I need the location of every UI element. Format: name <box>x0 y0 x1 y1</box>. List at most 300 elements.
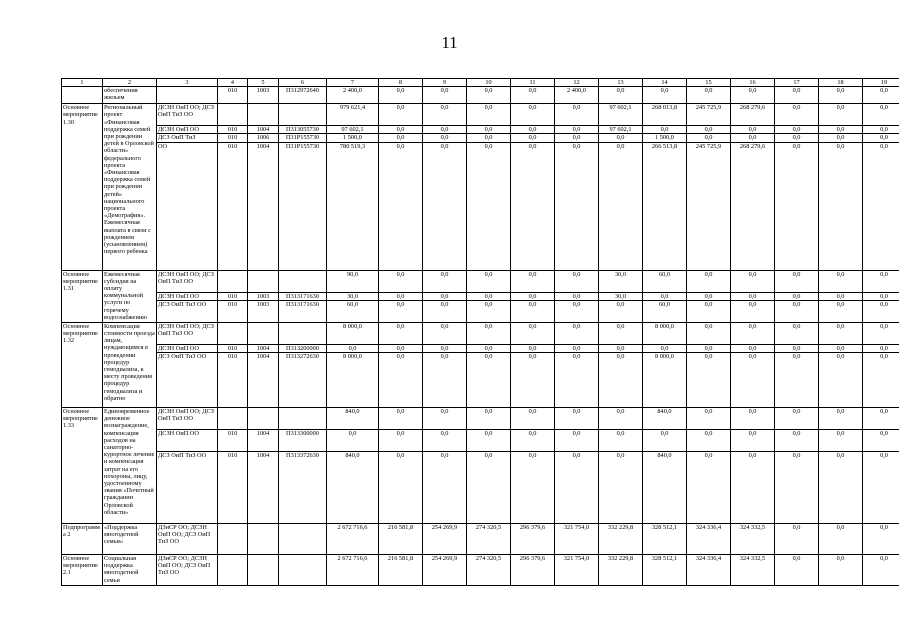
table-cell <box>218 270 248 292</box>
table-cell: 1003 <box>248 87 279 104</box>
column-header: 4 <box>218 79 248 87</box>
table-cell: 1 500,0 <box>643 134 687 142</box>
column-header: 9 <box>423 79 467 87</box>
table-cell: 0,0 <box>599 142 643 270</box>
table-cell: 0,0 <box>731 87 775 104</box>
table-cell: 245 725,9 <box>687 104 731 126</box>
table-cell <box>248 322 279 344</box>
table-cell: Основное мероприятие 2.1 <box>62 555 103 586</box>
budget-table <box>61 78 899 586</box>
table-cell: 216 581,8 <box>379 524 423 555</box>
table-cell: ДСЗ ОиП ТиЗ ОО <box>157 353 218 408</box>
table-cell: 0,0 <box>511 430 555 452</box>
table-cell <box>279 555 327 586</box>
table-cell: 0,0 <box>687 322 731 344</box>
table-cell: 0,0 <box>423 142 467 270</box>
table-cell: 0,0 <box>555 430 599 452</box>
table-cell: 332 229,8 <box>599 524 643 555</box>
table-cell: 0,0 <box>511 270 555 292</box>
table-cell: 0,0 <box>599 430 643 452</box>
table-cell: 010 <box>218 430 248 452</box>
table-cell: 266 513,8 <box>643 142 687 270</box>
table-cell: 268 279,6 <box>731 104 775 126</box>
table-cell: Основное мероприятие 1.30 <box>62 104 103 270</box>
table-cell: 0,0 <box>467 300 511 322</box>
table-cell: 0,0 <box>863 142 899 270</box>
table-cell: 0,0 <box>775 126 819 134</box>
table-cell <box>218 322 248 344</box>
column-header: 16 <box>731 79 775 87</box>
table-cell: 1004 <box>248 353 279 408</box>
table-cell <box>218 408 248 430</box>
table-cell: 0,0 <box>731 292 775 300</box>
table-cell: 0,0 <box>819 555 863 586</box>
table-cell: 0,0 <box>599 344 643 352</box>
table-cell: 0,0 <box>511 300 555 322</box>
table-cell: 0,0 <box>555 452 599 524</box>
table-row <box>62 430 899 452</box>
table-cell: Единовременное денежное вознаграждение, компенсация расходов на санаторно-курортное лечение и компенсация затрат на его похороны, лицу, удостоенному звания «Почетный гражданин Орловской области» <box>103 408 157 524</box>
table-cell: 0,0 <box>687 87 731 104</box>
table-cell: П31Р155730 <box>279 134 327 142</box>
table-cell: 8 000,0 <box>643 322 687 344</box>
table-cell: 0,0 <box>731 322 775 344</box>
table-cell: 0,0 <box>819 452 863 524</box>
table-cell: 0,0 <box>379 126 423 134</box>
table-cell: 0,0 <box>379 142 423 270</box>
table-cell: 254 269,9 <box>423 524 467 555</box>
table-cell: 0,0 <box>327 344 379 352</box>
table-cell: ДСЗН ОиП ОО <box>157 430 218 452</box>
table-cell: 0,0 <box>775 292 819 300</box>
table-cell: 0,0 <box>643 430 687 452</box>
table-cell: 0,0 <box>687 344 731 352</box>
table-cell: 0,0 <box>467 292 511 300</box>
table-row <box>62 134 899 142</box>
table-row <box>62 270 899 292</box>
table-cell <box>279 524 327 555</box>
table-cell: 0,0 <box>327 430 379 452</box>
table-cell: 328 512,1 <box>643 524 687 555</box>
table-cell <box>248 524 279 555</box>
table-cell: 274 320,5 <box>467 555 511 586</box>
table-cell: 2 400,0 <box>327 87 379 104</box>
table-cell: 0,0 <box>511 104 555 126</box>
column-header: 13 <box>599 79 643 87</box>
table-cell: 0,0 <box>511 408 555 430</box>
table-cell: 0,0 <box>511 134 555 142</box>
table-cell: 97 602,1 <box>599 104 643 126</box>
table-cell: 010 <box>218 353 248 408</box>
table-cell: 0,0 <box>775 524 819 555</box>
table-cell: 0,0 <box>379 430 423 452</box>
table-cell: 0,0 <box>863 270 899 292</box>
table-cell: 0,0 <box>599 300 643 322</box>
table-cell: 0,0 <box>511 322 555 344</box>
table-cell: 0,0 <box>379 292 423 300</box>
table-cell <box>248 408 279 430</box>
table-cell: 0,0 <box>511 142 555 270</box>
table-cell: 0,0 <box>555 134 599 142</box>
table-cell: ДСЗ ОиП ТиЗ ОО <box>157 300 218 322</box>
table-cell: 0,0 <box>423 322 467 344</box>
table-cell: 010 <box>218 87 248 104</box>
table-cell: 0,0 <box>555 353 599 408</box>
table-cell: 0,0 <box>467 353 511 408</box>
table-cell: П313200000 <box>279 344 327 352</box>
table-cell: ДСЗН ОиП ОО; ДСЗ ОиП ТиЗ ОО <box>157 104 218 126</box>
table-cell: 60,0 <box>327 300 379 322</box>
column-header: 3 <box>157 79 218 87</box>
table-cell: 0,0 <box>555 292 599 300</box>
column-header: 5 <box>248 79 279 87</box>
table-cell: 0,0 <box>511 452 555 524</box>
table-cell: 0,0 <box>511 344 555 352</box>
table-cell: 0,0 <box>863 300 899 322</box>
table-cell: 0,0 <box>775 300 819 322</box>
table-cell: 0,0 <box>863 555 899 586</box>
table-cell: 0,0 <box>555 270 599 292</box>
column-header: 2 <box>103 79 157 87</box>
table-cell: 0,0 <box>819 134 863 142</box>
table-cell: 324 336,4 <box>687 524 731 555</box>
table-cell: ДСЗН ОиП ОО; ДСЗ ОиП ТиЗ ОО <box>157 322 218 344</box>
column-header: 10 <box>467 79 511 87</box>
table-cell: ДСЗН ОиП ОО <box>157 292 218 300</box>
table-cell: П313272630 <box>279 353 327 408</box>
table-cell: 0,0 <box>643 87 687 104</box>
table-row <box>62 555 899 586</box>
table-cell: 0,0 <box>819 270 863 292</box>
table-cell: ДСЗ ОиП ТиЗ ОО <box>157 452 218 524</box>
table-cell: 296 379,6 <box>511 555 555 586</box>
table-cell: 0,0 <box>687 300 731 322</box>
table-cell: 0,0 <box>379 408 423 430</box>
table-cell: 0,0 <box>863 452 899 524</box>
table-cell: 780 519,3 <box>327 142 379 270</box>
table-cell: П313171630 <box>279 300 327 322</box>
table-cell: 0,0 <box>731 430 775 452</box>
table-cell: 0,0 <box>379 270 423 292</box>
table-cell: ОО <box>157 142 218 270</box>
table-cell: 840,0 <box>327 452 379 524</box>
table-cell: 0,0 <box>819 344 863 352</box>
table-cell: П312972640 <box>279 87 327 104</box>
table-cell <box>218 555 248 586</box>
table-cell: 0,0 <box>467 270 511 292</box>
table-cell: Основное мероприятие 1.33 <box>62 408 103 524</box>
table-cell: 274 320,5 <box>467 524 511 555</box>
table-row <box>62 452 899 524</box>
table-cell: 97 602,1 <box>599 126 643 134</box>
table-cell: 0,0 <box>423 353 467 408</box>
table-cell: 324 332,5 <box>731 555 775 586</box>
table-cell: 0,0 <box>731 134 775 142</box>
table-cell: П313372630 <box>279 452 327 524</box>
table-cell: 216 581,8 <box>379 555 423 586</box>
table-cell: 0,0 <box>819 126 863 134</box>
table-cell: 321 754,0 <box>555 524 599 555</box>
table-cell: П313055730 <box>279 126 327 134</box>
table-cell: 1004 <box>248 344 279 352</box>
table-cell: 0,0 <box>599 322 643 344</box>
table-cell: 0,0 <box>511 87 555 104</box>
table-row <box>62 353 899 408</box>
table-cell: 245 725,9 <box>687 142 731 270</box>
table-cell: 321 754,0 <box>555 555 599 586</box>
table-row <box>62 322 899 344</box>
table-cell: Компенсация стоимости проезда лицам, нуждающимся в проведении процедур гемодиализа, к месту проведения процедур гемодиализа и обратно <box>103 322 157 407</box>
table-cell: 0,0 <box>731 353 775 408</box>
table-cell: 0,0 <box>379 322 423 344</box>
table-cell: 0,0 <box>687 430 731 452</box>
table-cell: 0,0 <box>423 134 467 142</box>
table-cell: 010 <box>218 344 248 352</box>
table-cell: ДСЗН ОиП ОО; ДСЗ ОиП ТиЗ ОО <box>157 270 218 292</box>
table-cell: 0,0 <box>775 353 819 408</box>
table-cell: 840,0 <box>643 408 687 430</box>
table-cell: 296 379,6 <box>511 524 555 555</box>
column-header: 7 <box>327 79 379 87</box>
table-cell: 010 <box>218 292 248 300</box>
table-row <box>62 524 899 555</box>
table-cell: 0,0 <box>819 87 863 104</box>
table-cell: ДСЗН ОиП ОО <box>157 344 218 352</box>
table-cell: 0,0 <box>819 104 863 126</box>
table-cell: 0,0 <box>775 134 819 142</box>
table-cell: 0,0 <box>819 322 863 344</box>
table-cell: 0,0 <box>467 126 511 134</box>
table-cell: 0,0 <box>467 430 511 452</box>
table-row <box>62 87 899 104</box>
table-cell: 0,0 <box>467 104 511 126</box>
table-cell: 0,0 <box>863 344 899 352</box>
table-cell: 0,0 <box>775 344 819 352</box>
table-cell: 0,0 <box>423 292 467 300</box>
table-cell: 0,0 <box>555 322 599 344</box>
column-header: 6 <box>279 79 327 87</box>
table-cell: 0,0 <box>687 270 731 292</box>
table-cell <box>279 322 327 344</box>
table-cell: 0,0 <box>819 524 863 555</box>
table-cell: 324 332,5 <box>731 524 775 555</box>
table-cell: 30,0 <box>599 270 643 292</box>
table-cell: 0,0 <box>599 87 643 104</box>
table-cell: 0,0 <box>467 322 511 344</box>
table-cell: 0,0 <box>423 126 467 134</box>
table-cell: 1004 <box>248 126 279 134</box>
table-cell: 0,0 <box>423 87 467 104</box>
table-cell <box>218 524 248 555</box>
table-cell: 0,0 <box>555 408 599 430</box>
table-cell: 0,0 <box>643 292 687 300</box>
table-cell: «Поддержка многодетной семьи» <box>103 524 157 555</box>
page-number: 11 <box>441 33 458 52</box>
table-cell: ДСЗН ОиП ОО; ДСЗ ОиП ТиЗ ОО <box>157 408 218 430</box>
table-cell: 0,0 <box>863 524 899 555</box>
table-cell: 60,0 <box>643 270 687 292</box>
table-cell: 8 000,0 <box>327 353 379 408</box>
table-cell: Основное мероприятие 1.32 <box>62 322 103 407</box>
table-cell: 0,0 <box>731 452 775 524</box>
table-cell: 2 672 716,6 <box>327 524 379 555</box>
table-cell <box>62 87 103 104</box>
column-header: 14 <box>643 79 687 87</box>
table-cell <box>157 87 218 104</box>
table-cell: 60,0 <box>643 300 687 322</box>
table-row <box>62 344 899 352</box>
table-cell: 0,0 <box>775 555 819 586</box>
column-header: 1 <box>62 79 103 87</box>
table-cell: 0,0 <box>731 408 775 430</box>
table-cell: 328 512,1 <box>643 555 687 586</box>
table-row <box>62 300 899 322</box>
table-cell: 0,0 <box>863 430 899 452</box>
table-cell: 010 <box>218 134 248 142</box>
column-header: 12 <box>555 79 599 87</box>
table-cell: 0,0 <box>643 126 687 134</box>
table-cell: ДСЗ ОиП ТиЗ <box>157 134 218 142</box>
table-cell: 0,0 <box>599 408 643 430</box>
table-cell: 0,0 <box>467 134 511 142</box>
table-cell: Социальная поддержка многодетной семьи <box>103 555 157 586</box>
table-cell <box>218 104 248 126</box>
table-cell: 0,0 <box>775 104 819 126</box>
table-cell: 0,0 <box>467 87 511 104</box>
table-cell: П313171630 <box>279 292 327 300</box>
table-cell: 324 336,4 <box>687 555 731 586</box>
column-header: 18 <box>819 79 863 87</box>
table-cell: 0,0 <box>423 344 467 352</box>
table-cell: 2 400,0 <box>555 87 599 104</box>
table-cell: 0,0 <box>687 126 731 134</box>
table-cell: 0,0 <box>511 292 555 300</box>
table-cell: 332 229,8 <box>599 555 643 586</box>
table-cell: 0,0 <box>555 126 599 134</box>
column-header: 11 <box>511 79 555 87</box>
table-cell: 979 621,4 <box>327 104 379 126</box>
table-cell: ДЗиСР ОО; ДСЗН ОиП ОО; ДСЗ ОиП ТиЗ ОО <box>157 555 218 586</box>
table-cell: 1004 <box>248 142 279 270</box>
table-cell: 0,0 <box>687 408 731 430</box>
table-cell: 0,0 <box>731 344 775 352</box>
table-cell: 0,0 <box>775 87 819 104</box>
table-cell: 8 000,0 <box>327 322 379 344</box>
table-row <box>62 142 899 270</box>
table-cell <box>279 408 327 430</box>
table-cell: 0,0 <box>819 300 863 322</box>
table-cell: 0,0 <box>775 270 819 292</box>
table-cell: 1006 <box>248 134 279 142</box>
table-cell: 97 602,1 <box>327 126 379 134</box>
column-header: 15 <box>687 79 731 87</box>
table-cell: ДСЗН ОиП ОО <box>157 126 218 134</box>
table-cell: 0,0 <box>599 353 643 408</box>
table-cell: 1003 <box>248 292 279 300</box>
table-cell <box>248 555 279 586</box>
table-cell: 0,0 <box>467 408 511 430</box>
table-cell <box>248 104 279 126</box>
table-cell: 0,0 <box>775 408 819 430</box>
table-cell: 0,0 <box>819 408 863 430</box>
table-cell: Основное мероприятие 1.31 <box>62 270 103 322</box>
table-cell: 0,0 <box>819 430 863 452</box>
table-cell: 0,0 <box>819 292 863 300</box>
table-cell: 0,0 <box>555 300 599 322</box>
table-cell: 840,0 <box>327 408 379 430</box>
table-cell: 0,0 <box>687 452 731 524</box>
table-cell: 0,0 <box>379 104 423 126</box>
table-cell <box>279 270 327 292</box>
table-cell: 0,0 <box>775 452 819 524</box>
table-cell: 0,0 <box>379 300 423 322</box>
table-row <box>62 292 899 300</box>
table-cell: обеспечения жильем <box>103 87 157 104</box>
table-cell: 0,0 <box>423 104 467 126</box>
table-cell: 0,0 <box>819 353 863 408</box>
table-cell: 0,0 <box>863 87 899 104</box>
table-cell: 0,0 <box>555 344 599 352</box>
table-cell: 0,0 <box>511 126 555 134</box>
table-row <box>62 104 899 126</box>
table-cell: 010 <box>218 300 248 322</box>
table-cell: 0,0 <box>379 134 423 142</box>
table-cell: 1003 <box>248 300 279 322</box>
table-cell: 0,0 <box>687 292 731 300</box>
table-cell: 0,0 <box>687 134 731 142</box>
table-cell: 0,0 <box>775 142 819 270</box>
table-cell: 0,0 <box>819 142 863 270</box>
table-cell: 0,0 <box>423 430 467 452</box>
table-cell: 0,0 <box>423 270 467 292</box>
table-cell: 0,0 <box>599 452 643 524</box>
table-cell: 8 000,0 <box>643 353 687 408</box>
table-cell: 0,0 <box>467 452 511 524</box>
table-cell: 268 279,6 <box>731 142 775 270</box>
table-cell: 0,0 <box>687 353 731 408</box>
table-cell: 90,0 <box>327 270 379 292</box>
table-cell: 010 <box>218 452 248 524</box>
table-row <box>62 408 899 430</box>
table-cell: 0,0 <box>863 322 899 344</box>
table-cell: 0,0 <box>863 353 899 408</box>
table-cell: 0,0 <box>379 452 423 524</box>
table-cell: 840,0 <box>643 452 687 524</box>
table-cell: 0,0 <box>863 292 899 300</box>
table-cell: П31Р155730 <box>279 142 327 270</box>
column-header: 19 <box>863 79 899 87</box>
column-header: 8 <box>379 79 423 87</box>
table-cell: 0,0 <box>775 430 819 452</box>
table-cell: 0,0 <box>643 344 687 352</box>
table-cell: 0,0 <box>863 408 899 430</box>
table-cell <box>279 104 327 126</box>
table-cell: 30,0 <box>327 292 379 300</box>
table-cell: 1004 <box>248 430 279 452</box>
table-cell: Региональный проект «Финансовая поддержка семей при рождении детей в Орловской области» федерального проекта «Финансовая поддержка семей при рождении детей» национального проекта «Демография». Ежемесячная выплата в связи с рождением (усыновлением) первого ребенка <box>103 104 157 270</box>
table-cell <box>248 270 279 292</box>
table-row <box>62 126 899 134</box>
table-cell: 2 672 716,6 <box>327 555 379 586</box>
table-cell: Ежемесячная субсидия на оплату коммунальной услуги по горячему водоснабжению <box>103 270 157 322</box>
table-cell: 0,0 <box>599 134 643 142</box>
table-cell: Подпрограмма 2 <box>62 524 103 555</box>
table-cell: 0,0 <box>863 104 899 126</box>
table-cell: 0,0 <box>555 104 599 126</box>
table-cell: 0,0 <box>423 452 467 524</box>
table-cell: 010 <box>218 142 248 270</box>
table-cell: 0,0 <box>467 344 511 352</box>
